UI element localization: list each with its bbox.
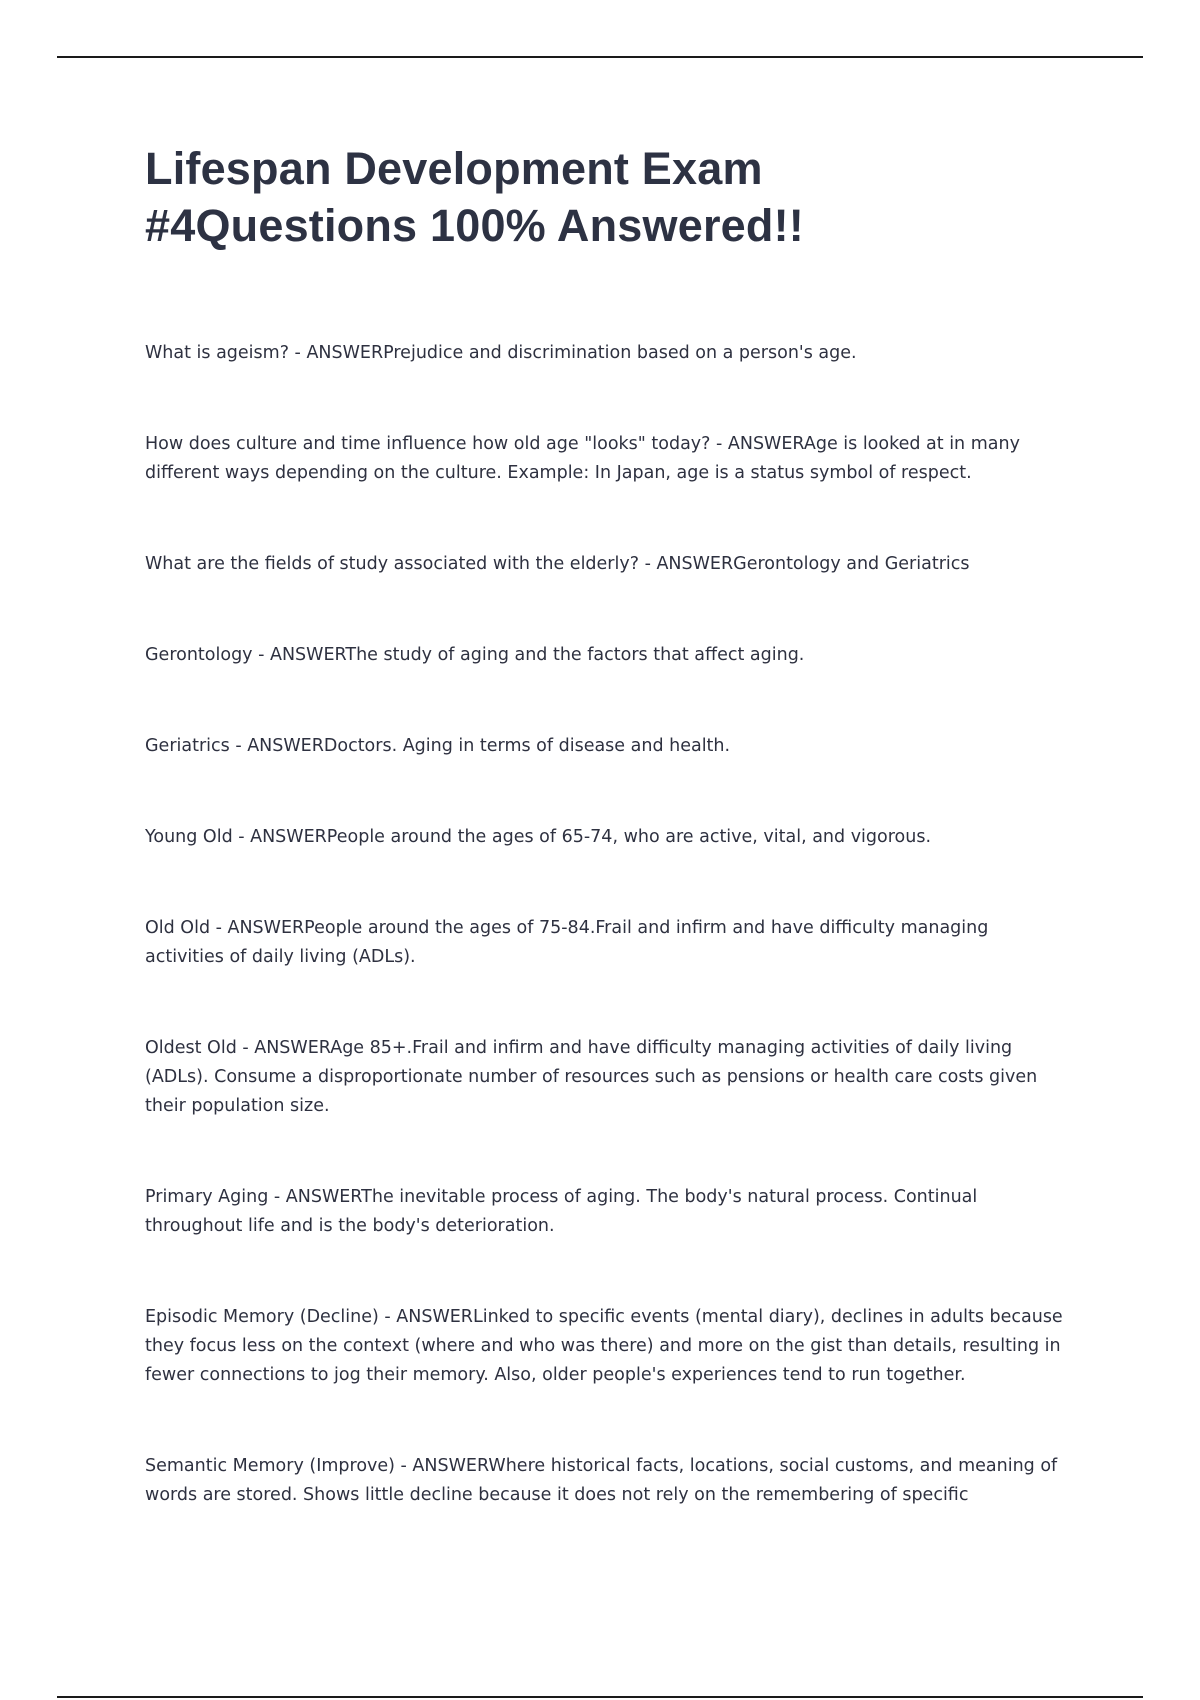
qa-item-semantic-memory: Semantic Memory (Improve) - ANSWERWhere historical facts, locations, social customs, and meaning of words are stored. Shows little decline because it does not rely on the remembering of specific — [145, 1456, 1058, 1505]
bottom-divider — [57, 1696, 1143, 1698]
title-line-1: Lifespan Development Exam — [145, 143, 763, 194]
qa-list — [145, 339, 1065, 1510]
title-line-2: #4Questions 100% Answered!! — [145, 200, 804, 251]
qa-item-geriatrics: Geriatrics - ANSWERDoctors. Aging in terms of disease and health. — [145, 736, 731, 756]
qa-item-gerontology: Gerontology - ANSWERThe study of aging and the factors that affect aging. — [145, 645, 805, 665]
qa-item-oldest-old: Oldest Old - ANSWERAge 85+.Frail and infirm and have difficulty managing activities of daily living (ADLs). Consume a disproportionate number of resources such as pensions or health care costs given their population size. — [145, 1038, 1038, 1116]
qa-item-primary-aging: Primary Aging - ANSWERThe inevitable process of aging. The body's natural process. Continual throughout life and is the body's deterioration. — [145, 1187, 978, 1236]
document-title — [145, 140, 1065, 254]
top-divider — [57, 56, 1143, 58]
qa-item-culture-time: How does culture and time influence how old age "looks" today? - ANSWERAge is looked at in many different ways depending on the culture. Example: In Japan, age is a status symbol of respect. — [145, 434, 1020, 483]
document-body — [145, 140, 1065, 1572]
qa-item-young-old: Young Old - ANSWERPeople around the ages of 65-74, who are active, vital, and vigorous. — [145, 827, 932, 847]
qa-item-old-old: Old Old - ANSWERPeople around the ages of 75-84.Frail and infirm and have difficulty managing activities of daily living (ADLs). — [145, 918, 989, 967]
qa-item-ageism: What is ageism? - ANSWERPrejudice and discrimination based on a person's age. — [145, 343, 857, 363]
qa-item-fields-of-study: What are the fields of study associated with the elderly? - ANSWERGerontology and Geriatrics — [145, 554, 970, 574]
qa-item-episodic-memory: Episodic Memory (Decline) - ANSWERLinked to specific events (mental diary), declines in adults because they focus less on the context (where and who was there) and more on the gist than details, resulting in fewer connections to jog their memory. Also, older people's experiences tend to run together. — [145, 1307, 1063, 1385]
